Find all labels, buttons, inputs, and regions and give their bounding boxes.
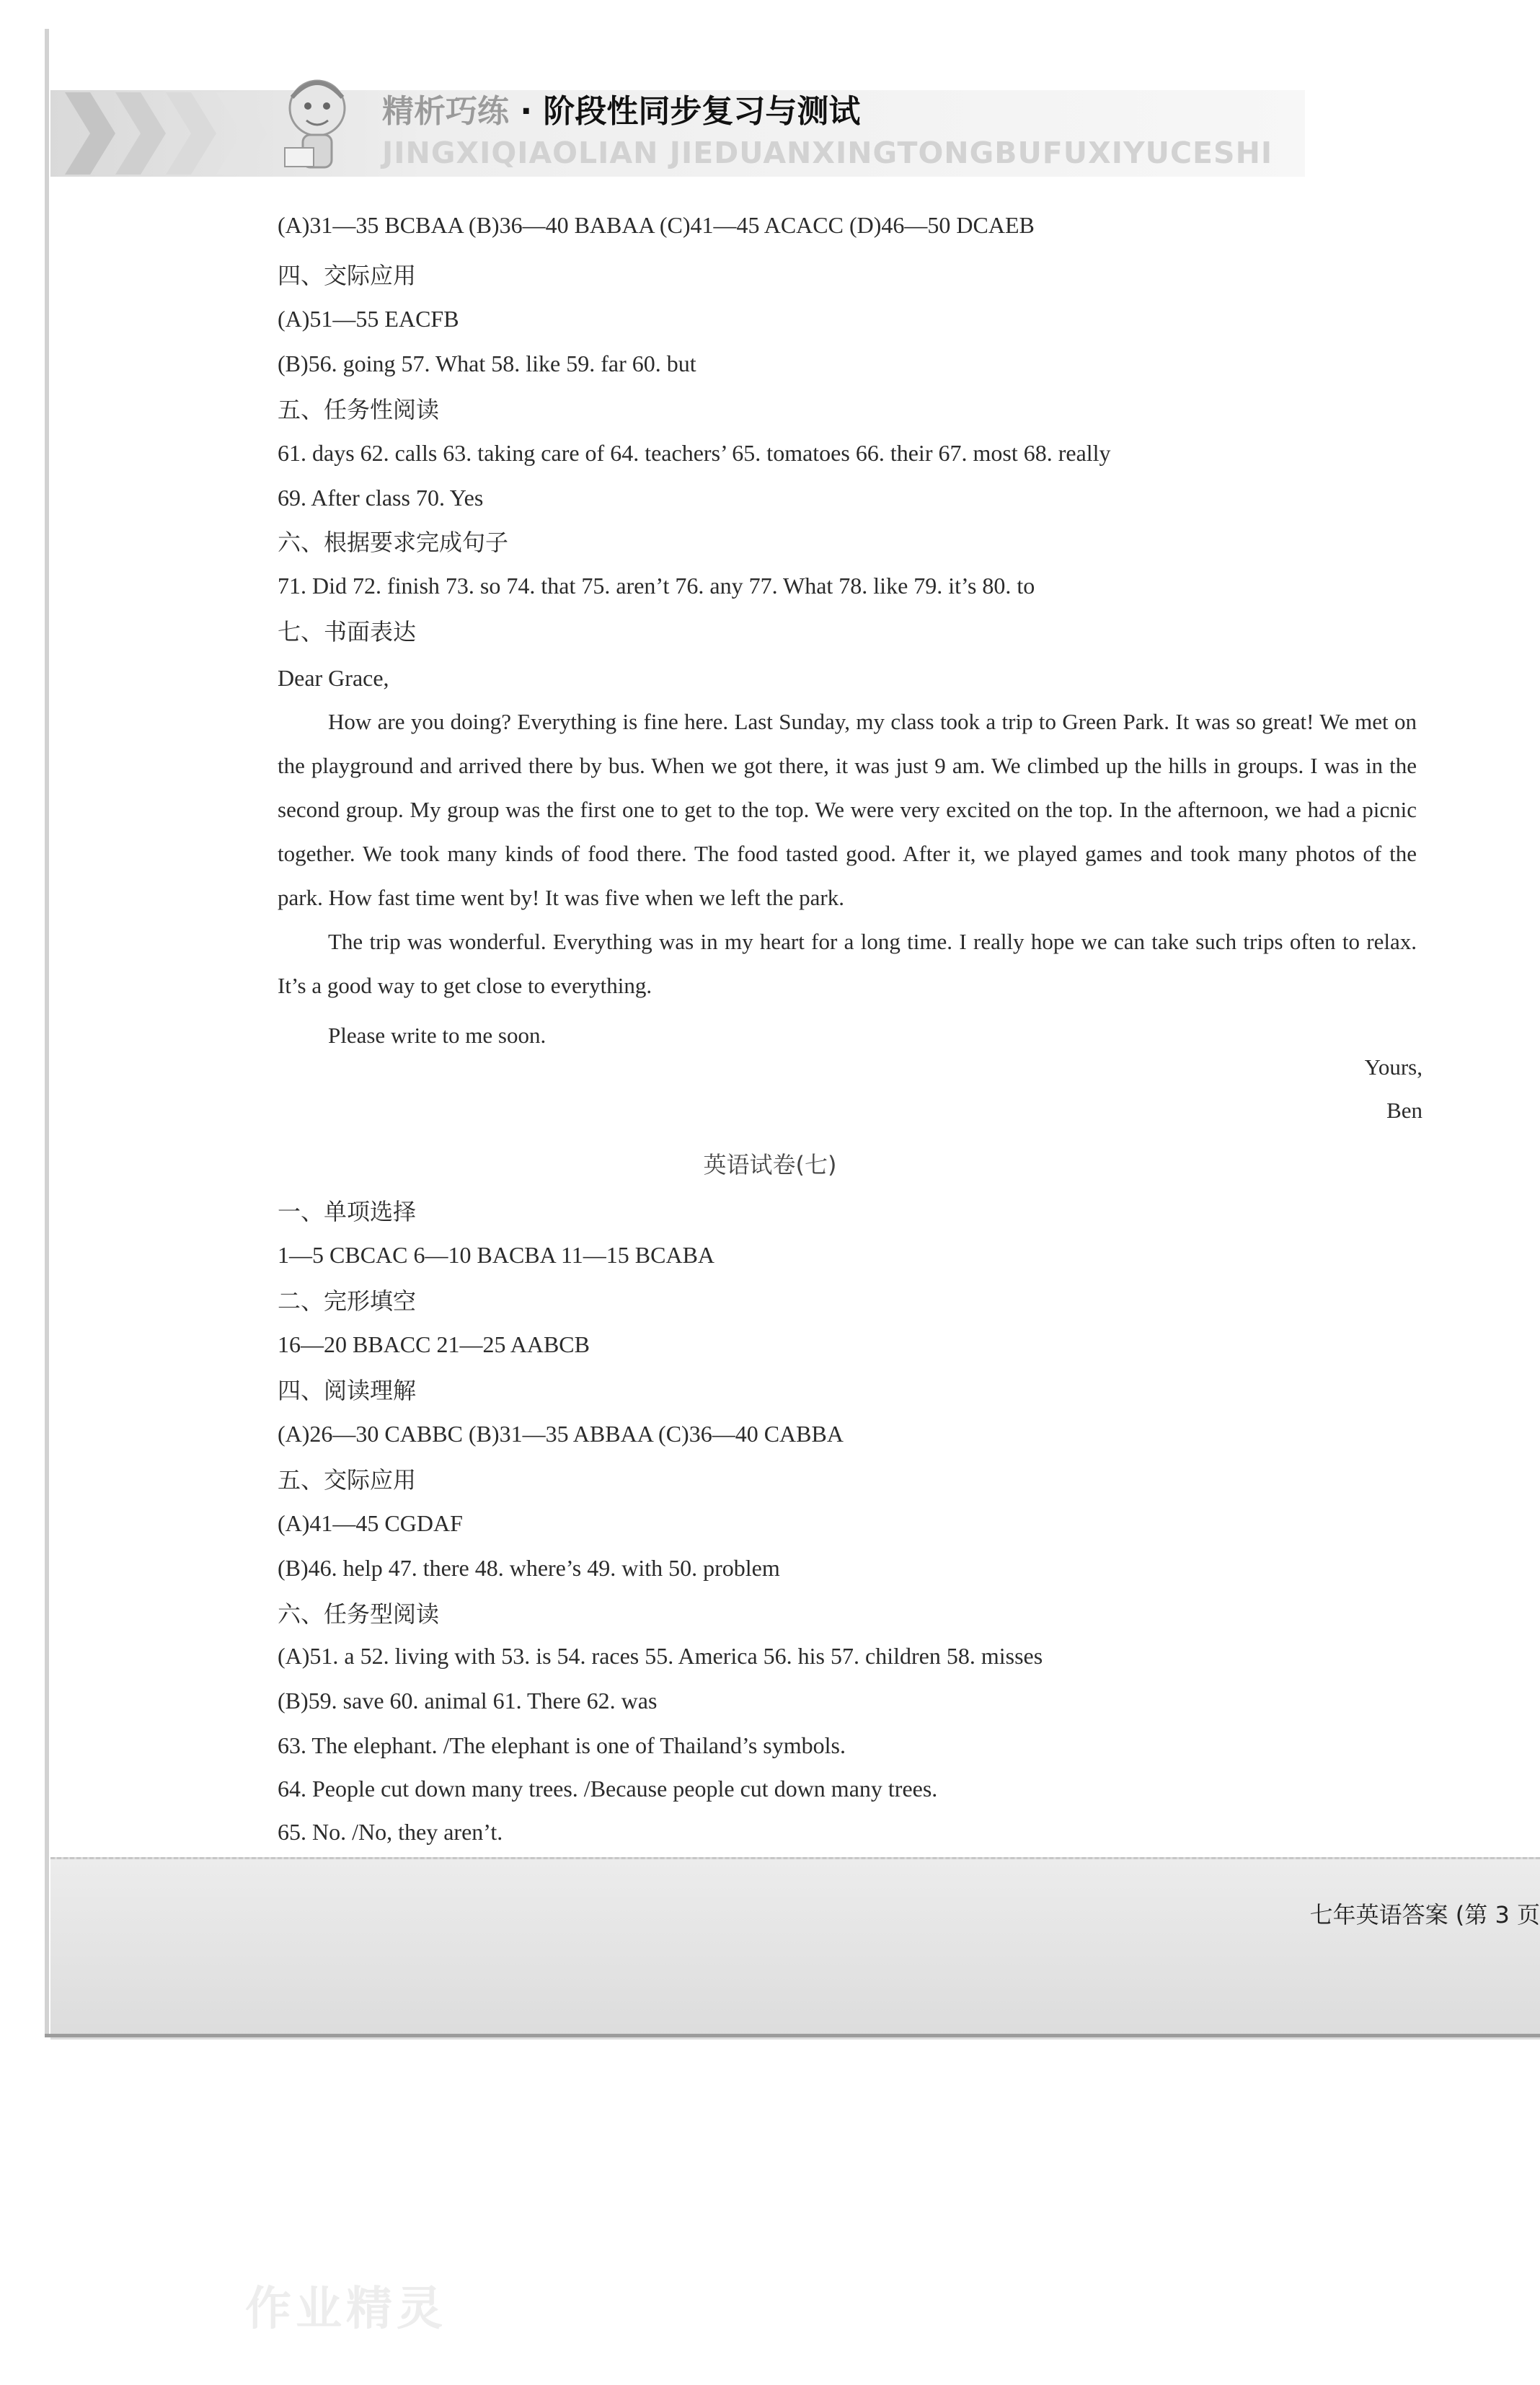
- header-title: [382, 85, 860, 131]
- answer-line-65: 65. No. /No, they aren’t.: [278, 1819, 503, 1845]
- answer-line-41-45: (A)41—45 CGDAF: [278, 1510, 463, 1536]
- letter-greeting: Dear Grace,: [278, 665, 389, 691]
- footer-band: [50, 1857, 1540, 2040]
- letter-paragraph-3: Please write to me soon.: [328, 1023, 546, 1048]
- mascot-icon: [263, 69, 371, 177]
- answer-line-51-58: (A)51. a 52. living with 53. is 54. races 55. America 56. his 57. children 58. misses: [278, 1643, 1043, 1669]
- letter-paragraph-1: How are you doing? Everything is fine here. Last Sunday, my class took a trip to Green Park. It was so great! We met on the playground and arrived there by bus. When we got there, it was just 9 am. We climbed up the hills in groups. I was in the second group. My group was the first one to get to the top. We were very excited on the top. In the afternoon, we had a picnic together. We took many kinds of food there. The food tasted good. After it, we played games and took many photos of the park. How fast time went by! It was five when we left the park.: [278, 709, 1417, 910]
- answer-line-71-80: 71. Did 72. finish 73. so 74. that 75. aren’t 76. any 77. What 78. like 79. it’s 80. to: [278, 573, 1035, 599]
- section-title-single-choice: 一、单项选择: [278, 1198, 417, 1225]
- header-dot: ·: [520, 93, 544, 130]
- letter-closing: Yours,: [1364, 1054, 1422, 1080]
- section-title-writing: 七、书面表达: [278, 618, 417, 645]
- answer-line-1-15: 1—5 CBCAC 6—10 BACBA 11—15 BCABA: [278, 1242, 715, 1268]
- section-title-sentences: 六、根据要求完成句子: [278, 529, 509, 556]
- paper-title: 英语试卷(七): [703, 1151, 837, 1178]
- letter-paragraph-2: The trip was wonderful. Everything was in my heart for a long time. I really hope we can take such trips often to relax. It’s a good way to get close to everything.: [278, 929, 1417, 998]
- header-pinyin: JINGXIQIAOLIAN JIEDUANXINGTONGBUFUXIYUCESHI: [382, 136, 1273, 170]
- answer-line-reading: (A)31—35 BCBAA (B)36—40 BABAA (C)41—45 ACACC (D)46—50 DCAEB: [278, 212, 1035, 238]
- header-brand: 精析巧练: [382, 93, 509, 130]
- answer-line-26-40: (A)26—30 CABBC (B)31—35 ABBAA (C)36—40 CABBA: [278, 1421, 844, 1447]
- section-title-task-reading-7: 六、任务型阅读: [278, 1600, 440, 1628]
- section-title-communication-7: 五、交际应用: [278, 1466, 417, 1494]
- answer-line-61-68: 61. days 62. calls 63. taking care of 64. teachers’ 65. tomatoes 66. their 67. most 68. really: [278, 440, 1111, 466]
- section-title-communication: 四、交际应用: [278, 262, 417, 289]
- answer-line-64: 64. People cut down many trees. /Because people cut down many trees.: [278, 1776, 938, 1802]
- footer-page-label: 七年英语答案 (第 3 页: [1309, 1901, 1540, 1928]
- answer-line-59-62: (B)59. save 60. animal 61. There 62. was: [278, 1688, 658, 1714]
- answer-line-51-55: (A)51—55 EACFB: [278, 306, 459, 332]
- binding-edge: [45, 29, 49, 2034]
- section-title-cloze: 二、完形填空: [278, 1287, 417, 1315]
- watermark: 作业精灵: [245, 2283, 447, 2336]
- answer-line-63: 63. The elephant. /The elephant is one of Thailand’s symbols.: [278, 1732, 846, 1758]
- section-title-reading: 四、阅读理解: [278, 1377, 417, 1404]
- answer-line-46-50: (B)46. help 47. there 48. where’s 49. with 50. problem: [278, 1555, 780, 1581]
- letter-signature: Ben: [1386, 1098, 1422, 1123]
- answer-line-69-70: 69. After class 70. Yes: [278, 485, 484, 511]
- section-title-task-reading: 五、任务性阅读: [278, 396, 440, 423]
- chevron-decoration-icon: [50, 92, 267, 175]
- answer-line-56-60: (B)56. going 57. What 58. like 59. far 60. but: [278, 351, 696, 376]
- page-bottom-rule: [45, 2034, 1540, 2037]
- answer-line-16-25: 16—20 BBACC 21—25 AABCB: [278, 1331, 590, 1357]
- header-series-title: 阶段性同步复习与测试: [543, 93, 861, 130]
